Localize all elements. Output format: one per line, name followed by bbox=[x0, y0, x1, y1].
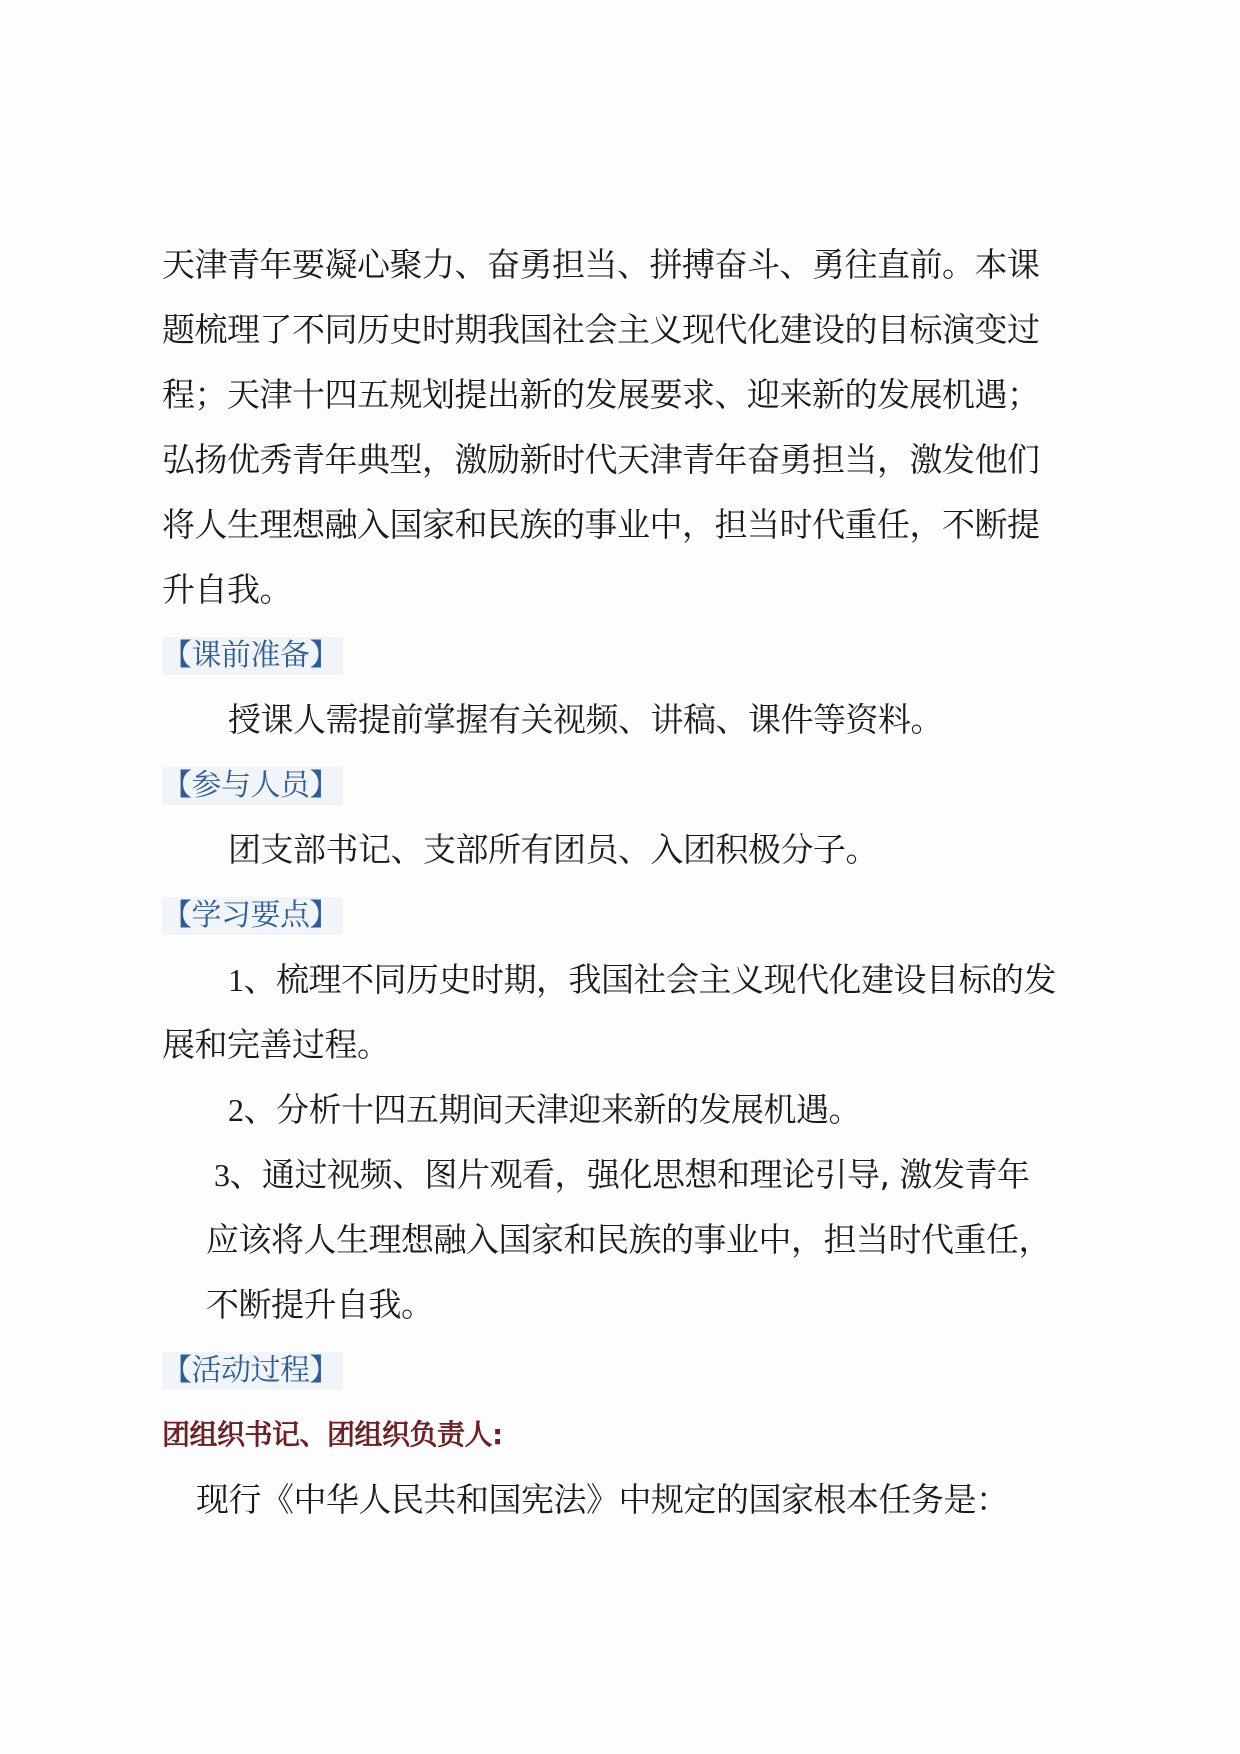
intro-line: 升自我。 bbox=[162, 570, 292, 609]
key-point-item-3-continued: 应该将人生理想融入国家和民族的事业中，担当时代重任， bbox=[206, 1220, 1051, 1259]
intro-line: 程；天津十四五规划提出新的发展要求、迎来新的发展机遇； bbox=[162, 375, 1040, 414]
activity-text: 现行《中华人民共和国宪法》中规定的国家根本任务是： bbox=[196, 1480, 1009, 1519]
key-point-number: 3 bbox=[214, 1157, 230, 1193]
prep-heading: 【课前准备】 bbox=[162, 637, 343, 675]
key-point-number: 1 bbox=[228, 962, 244, 998]
key-points-heading-row bbox=[162, 882, 1082, 947]
key-point-number: 2 bbox=[228, 1092, 244, 1128]
key-point-item-3 bbox=[162, 1142, 1082, 1207]
intro-line: 将人生理想融入国家和民族的事业中，担当时代重任，不断提 bbox=[162, 505, 1040, 544]
key-point-text: 、梳理不同历史时期，我国社会主义现代化建设目标的发 bbox=[243, 960, 1056, 999]
key-point-item-1 bbox=[162, 947, 1082, 1012]
prep-text: 授课人需提前掌握有关视频、讲稿、课件等资料。 bbox=[228, 700, 943, 739]
activity-heading: 【活动过程】 bbox=[162, 1352, 343, 1390]
key-point-item-1-continued: 展和完善过程。 bbox=[162, 1025, 390, 1064]
key-point-item-2 bbox=[162, 1077, 1082, 1142]
key-point-item-3-continued: 不断提升自我。 bbox=[206, 1285, 434, 1324]
key-points-heading: 【学习要点】 bbox=[162, 897, 343, 935]
intro-line: 弘扬优秀青年典型，激励新时代天津青年奋勇担当，激发他们 bbox=[162, 440, 1040, 479]
activity-heading-row bbox=[162, 1337, 1082, 1402]
participants-heading: 【参与人员】 bbox=[162, 767, 343, 805]
key-point-text: 、通过视频、图片观看，强化思想和理论引导, 激发青年 bbox=[229, 1155, 1030, 1194]
participants-text: 团支部书记、支部所有团员、入团积极分子。 bbox=[228, 830, 878, 869]
document-body bbox=[162, 232, 1082, 1532]
intro-line: 天津青年要凝心聚力、奋勇担当、拼搏奋斗、勇往直前。本课 bbox=[162, 245, 1040, 284]
key-point-text: 、分析十四五期间天津迎来新的发展机遇。 bbox=[243, 1090, 861, 1129]
speaker-label: 团组织书记、团组织负责人: bbox=[162, 1418, 503, 1451]
prep-heading-row bbox=[162, 622, 1082, 687]
participants-heading-row bbox=[162, 752, 1082, 817]
intro-line: 题梳理了不同历史时期我国社会主义现代化建设的目标演变过 bbox=[162, 310, 1040, 349]
intro-paragraph bbox=[162, 232, 1082, 622]
